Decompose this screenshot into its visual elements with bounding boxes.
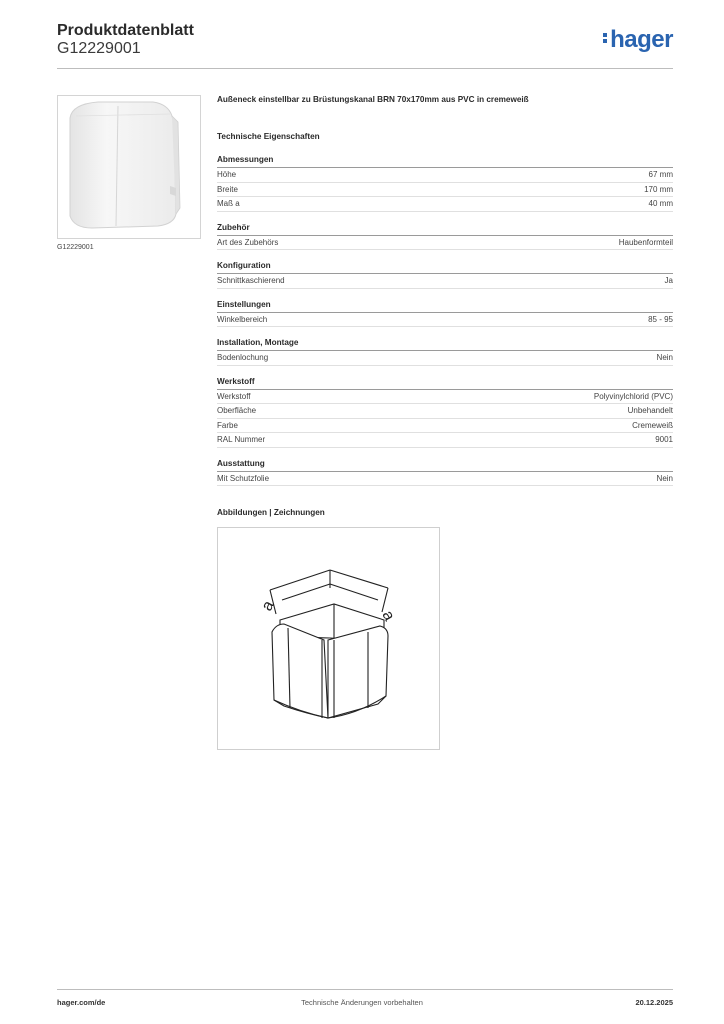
- section-title: Abmessungen: [217, 155, 673, 168]
- logo-text: hager: [610, 26, 673, 53]
- property-label: Maß a: [217, 199, 240, 208]
- section-title: Zubehör: [217, 223, 673, 236]
- property-value: Unbehandelt: [627, 406, 673, 415]
- section-title: Ausstattung: [217, 459, 673, 472]
- article-number: G12229001: [57, 40, 141, 57]
- property-label: Werkstoff: [217, 391, 251, 401]
- property-value: Haubenformteil: [618, 237, 673, 247]
- property-row: [217, 351, 673, 366]
- product-photo-icon: [58, 96, 200, 238]
- footer-website-link[interactable]: hager.com/de: [57, 998, 106, 1007]
- logo-dots-icon: [603, 31, 609, 45]
- footer-divider: [57, 989, 673, 990]
- thumbnail-caption: G12229001: [57, 244, 94, 251]
- property-row: [217, 236, 673, 251]
- property-row: [217, 168, 673, 183]
- property-value: Cremeweiß: [632, 420, 673, 430]
- footer-date: 20.12.2025: [635, 998, 673, 1007]
- property-row: [217, 472, 673, 487]
- property-label: Bodenlochung: [217, 353, 269, 362]
- header-divider: [57, 68, 673, 69]
- footer-note: Technische Änderungen vorbehalten: [301, 998, 423, 1007]
- property-label: Farbe: [217, 420, 238, 430]
- dimension-label-left: a: [258, 598, 278, 614]
- property-value: 85 - 95: [648, 314, 673, 324]
- property-label: Mit Schutzfolie: [217, 473, 270, 483]
- property-value: 67 mm: [648, 170, 673, 179]
- product-title: Außeneck einstellbar zu Brüstungskanal BRN 70x170mm aus PVC in cremeweiß: [217, 95, 529, 104]
- hager-logo: [603, 26, 673, 54]
- property-row: [217, 274, 673, 289]
- property-label: Art des Zubehörs: [217, 237, 279, 247]
- property-row: [217, 390, 673, 405]
- product-details: [217, 95, 673, 486]
- property-value: 40 mm: [648, 199, 673, 208]
- technical-drawing: [217, 527, 440, 750]
- property-row: [217, 419, 673, 434]
- property-row: [217, 404, 673, 419]
- document-title: Produktdatenblatt: [57, 22, 194, 39]
- section-title: Werkstoff: [217, 377, 673, 390]
- property-label: Oberfläche: [217, 406, 257, 415]
- property-value: Nein: [656, 473, 673, 483]
- property-value: Polyvinylchlorid (PVC): [593, 391, 673, 401]
- property-label: Winkelbereich: [217, 314, 268, 324]
- corner-drawing-icon: [218, 528, 439, 749]
- section-title: Installation, Montage: [217, 338, 673, 351]
- property-value: 9001: [655, 435, 673, 444]
- section-title: Einstellungen: [217, 300, 673, 313]
- property-label: Höhe: [217, 170, 237, 179]
- page-header: [57, 20, 673, 68]
- property-value: Nein: [656, 353, 673, 362]
- property-label: Breite: [217, 184, 238, 194]
- properties-sections: [217, 155, 673, 486]
- property-row: [217, 183, 673, 198]
- dimension-label-right: a: [378, 607, 398, 624]
- section-title: Konfiguration: [217, 261, 673, 274]
- property-row: [217, 197, 673, 212]
- property-value: 170 mm: [644, 184, 673, 194]
- figures-heading: Abbildungen | Zeichnungen: [217, 508, 325, 517]
- property-label: Schnittkaschierend: [217, 276, 285, 285]
- property-row: [217, 433, 673, 448]
- property-value: Ja: [664, 276, 673, 285]
- property-label: RAL Nummer: [217, 435, 266, 444]
- tech-properties-heading: Technische Eigenschaften: [217, 132, 320, 141]
- product-thumbnail: [57, 95, 201, 239]
- property-row: [217, 313, 673, 328]
